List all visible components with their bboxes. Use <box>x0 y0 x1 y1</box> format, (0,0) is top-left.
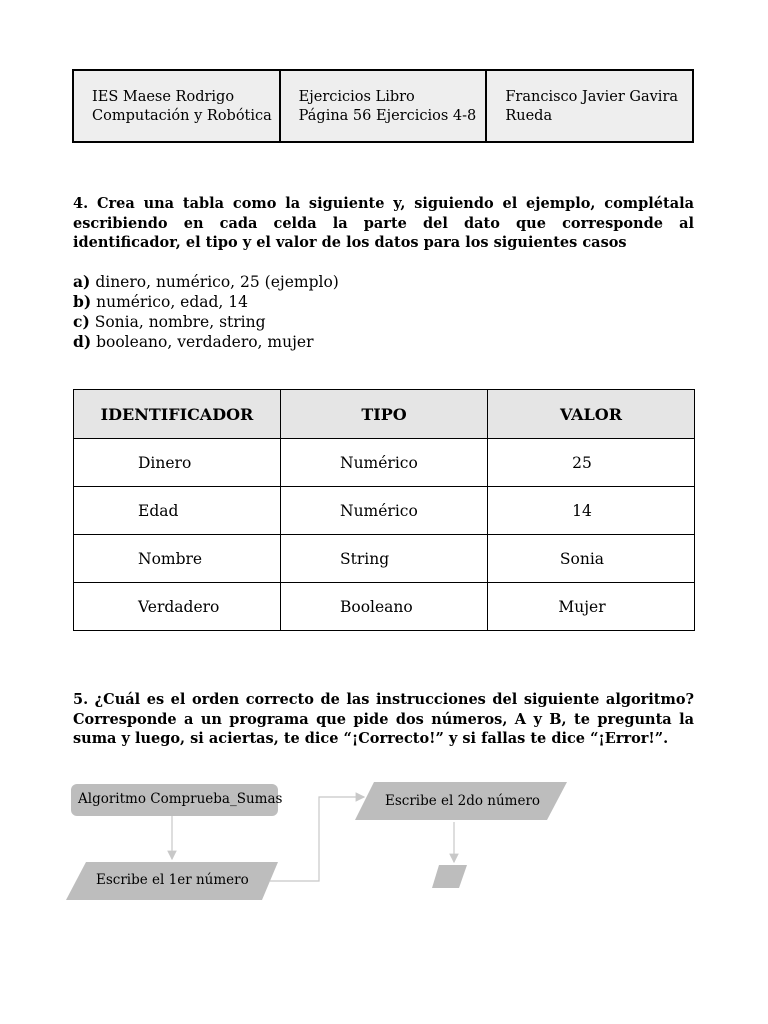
cell-valor: 25 <box>488 439 695 487</box>
cell-valor: Sonia <box>488 535 695 583</box>
case-list <box>73 272 339 352</box>
case-item <box>73 312 339 332</box>
cell-tipo: Numérico <box>281 439 488 487</box>
author-name: Francisco Javier Gavira <box>505 89 679 105</box>
exercise-title: Ejercicios Libro <box>298 89 415 105</box>
data-table <box>73 389 695 631</box>
case-letter: c) <box>73 312 90 331</box>
column-header-valor: VALOR <box>488 390 695 439</box>
case-text: dinero, numérico, 25 (ejemplo) <box>90 273 339 291</box>
case-text: booleano, verdadero, mujer <box>91 333 314 351</box>
case-text: Sonia, nombre, string <box>89 313 266 331</box>
case-item <box>73 292 339 312</box>
header-table <box>72 69 694 143</box>
connector-input1-to-input2 <box>270 797 364 881</box>
start-block-label: Algoritmo Comprueba_Sumas <box>78 791 283 807</box>
cell-identificador: Nombre <box>74 535 281 583</box>
table-header-row <box>74 390 695 439</box>
cell-tipo: Numérico <box>281 487 488 535</box>
flowchart <box>0 770 768 920</box>
school-name: IES Maese Rodrigo <box>92 89 235 105</box>
table-row <box>74 535 695 583</box>
empty-parallelogram-shape <box>432 865 467 888</box>
case-letter: d) <box>73 332 92 351</box>
cell-identificador: Dinero <box>74 439 281 487</box>
column-header-tipo: TIPO <box>281 390 488 439</box>
table-row <box>74 439 695 487</box>
cell-valor: 14 <box>488 487 695 535</box>
case-text: numérico, edad, 14 <box>91 293 249 311</box>
exercise-page: Página 56 Ejercicios 4-8 <box>298 108 477 124</box>
header-school-cell <box>74 71 281 141</box>
cell-valor: Mujer <box>488 583 695 631</box>
case-item <box>73 332 339 352</box>
question-5-text: 5. ¿Cuál es el orden correcto de las instrucciones del siguiente algoritmo? Corresponde a un programa que pide dos números, A y B, te pregunta la suma y luego, si aciertas, te dice “¡Correcto!” y si fallas te dice “¡Error!”. <box>73 691 694 747</box>
table-row <box>74 487 695 535</box>
cell-identificador: Verdadero <box>74 583 281 631</box>
case-letter: a) <box>73 272 91 291</box>
case-letter: b) <box>73 292 92 311</box>
cell-tipo: Booleano <box>281 583 488 631</box>
header-exercise-cell <box>281 71 488 141</box>
case-item <box>73 272 339 292</box>
header-author-cell <box>487 71 692 141</box>
question-4-text: 4. Crea una tabla como la siguiente y, siguiendo el ejemplo, complétala escribiendo en cada celda la parte del dato que corresponde al identificador, el tipo y el valor de los datos para los siguientes casos <box>73 195 694 251</box>
course-name: Computación y Robótica <box>92 108 272 124</box>
author-surname: Rueda <box>505 108 553 124</box>
cell-tipo: String <box>281 535 488 583</box>
input2-label: Escribe el 2do número <box>385 793 541 809</box>
cell-identificador: Edad <box>74 487 281 535</box>
input1-label: Escribe el 1er número <box>96 872 249 888</box>
table-row <box>74 583 695 631</box>
column-header-identificador: IDENTIFICADOR <box>74 390 281 439</box>
